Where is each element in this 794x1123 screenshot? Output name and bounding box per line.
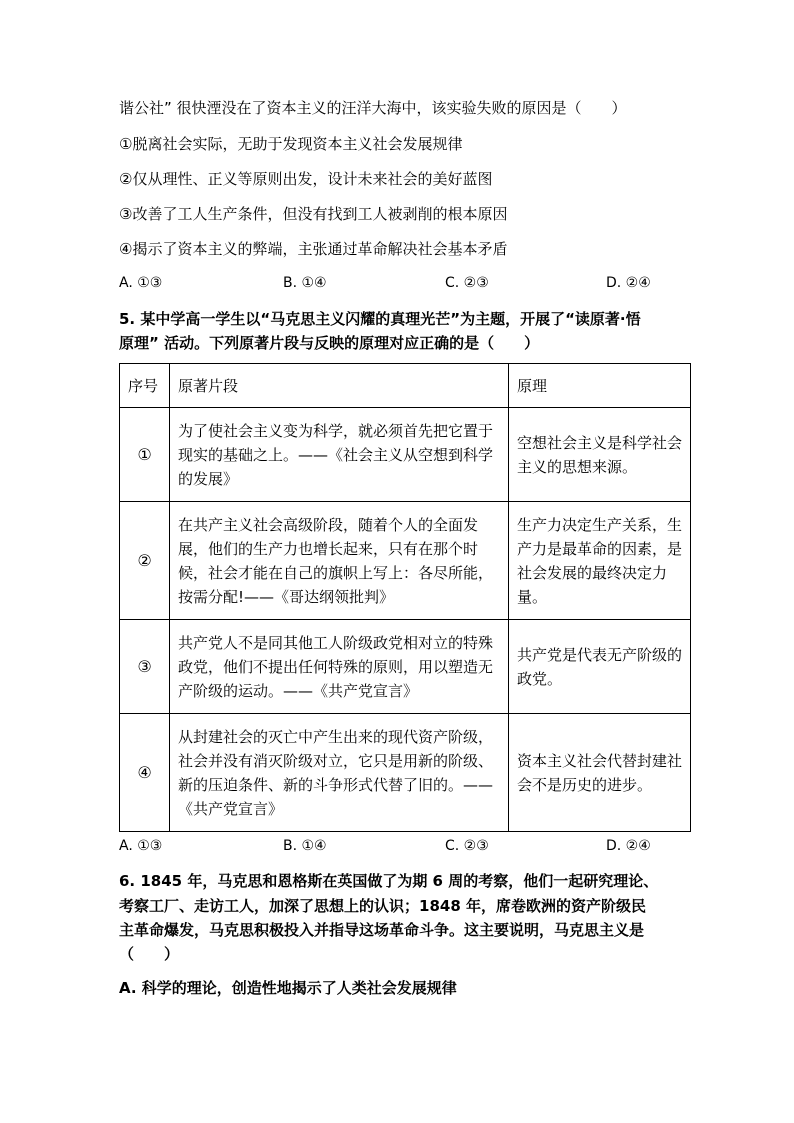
q4-statement-3: ③改善了工人生产条件，但没有找到工人被剥削的根本原因 [119,205,508,223]
q6-stem-line-4: （ ） [119,945,180,963]
q4-option-b: B. ①④ [283,275,327,291]
row-number: ④ [120,714,170,832]
table-row [120,502,691,620]
row-number: ① [120,408,170,502]
q4-statement-4: ④揭示了资本主义的弊端，主张通过革命解决社会基本矛盾 [119,240,508,258]
row-number: ② [120,502,170,620]
table-row [120,714,691,832]
q5-stem-line-1: 5. 某中学高一学生以“马克思主义闪耀的真理光芒”为主题，开展了“读原著·悟 [119,310,641,328]
row-excerpt: 在共产主义社会高级阶段，随着个人的全面发展，他们的生产力也增长起来，只有在那个时候，社会才能在自己的旗帜上写上：各尽所能，按需分配!——《哥达纲领批判》 [170,502,509,620]
header-excerpt: 原著片段 [170,364,509,408]
row-principle: 生产力决定生产关系，生产力是最革命的因素，是社会发展的最终决定力量。 [509,502,691,620]
row-number: ③ [120,620,170,714]
table-header-row [120,364,691,408]
table-row [120,408,691,502]
q4-option-a: A. ①③ [119,275,163,291]
q4-statement-1: ①脱离社会实际，无助于发现资本主义社会发展规律 [119,135,463,153]
row-excerpt: 为了使社会主义变为科学，就必须首先把它置于现实的基础之上。——《社会主义从空想到科学的发展》 [170,408,509,502]
q5-table [119,363,691,832]
header-principle: 原理 [509,364,691,408]
q4-option-d: D. ②④ [606,275,651,291]
q6-stem-line-3: 主革命爆发，马克思积极投入并指导这场革命斗争。这主要说明，马克思主义是 [119,921,645,939]
row-principle: 空想社会主义是科学社会主义的思想来源。 [509,408,691,502]
q5-stem-line-2: 原理” 活动。下列原著片段与反映的原理对应正确的是（ ） [119,334,540,352]
row-principle: 共产党是代表无产阶级的政党。 [509,620,691,714]
row-principle: 资本主义社会代替封建社会不是历史的进步。 [509,714,691,832]
q4-statement-2: ②仅从理性、正义等原则出发，设计未来社会的美好蓝图 [119,170,493,188]
q4-stem-tail: 谐公社” 很快湮没在了资本主义的汪洋大海中，该实验失败的原因是（ ） [119,99,627,117]
q5-option-b: B. ①④ [283,838,327,854]
q5-option-a: A. ①③ [119,838,163,854]
row-excerpt: 从封建社会的灭亡中产生出来的现代资产阶级，社会并没有消灭阶级对立，它只是用新的阶级、新的压迫条件、新的斗争形式代替了旧的。——《共产党宣言》 [170,714,509,832]
row-excerpt: 共产党人不是同其他工人阶级政党相对立的特殊政党，他们不提出任何特殊的原则，用以塑造无产阶级的运动。——《共产党宣言》 [170,620,509,714]
table-row [120,620,691,714]
q6-stem-line-1: 6. 1845 年，马克思和恩格斯在英国做了为期 6 周的考察，他们一起研究理论、 [119,872,659,890]
q6-option-a: A. 科学的理论，创造性地揭示了人类社会发展规律 [119,979,457,997]
q6-stem-line-2: 考察工厂、走访工人，加深了思想上的认识；1848 年，席卷欧洲的资产阶级民 [119,897,646,915]
q5-option-d: D. ②④ [606,838,651,854]
q4-option-c: C. ②③ [445,275,489,291]
header-number: 序号 [120,364,170,408]
q5-option-c: C. ②③ [445,838,489,854]
